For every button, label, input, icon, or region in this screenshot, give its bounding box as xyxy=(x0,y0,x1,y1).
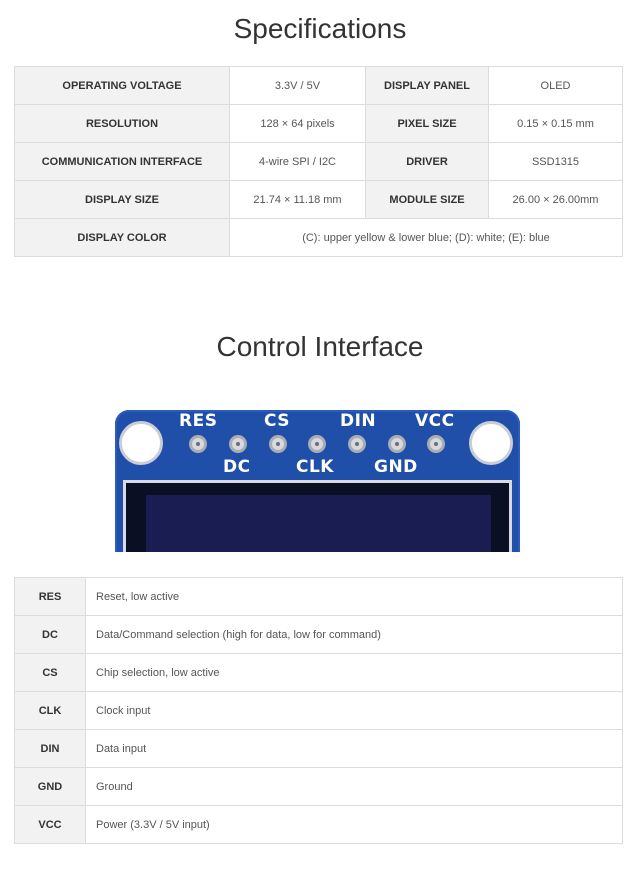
silk-label-cs: CS xyxy=(264,411,291,431)
pin-name: DIN xyxy=(15,730,86,768)
pin-pad-gnd xyxy=(388,435,406,453)
spec-value: 3.3V / 5V xyxy=(230,67,366,105)
pin-pad-clk xyxy=(308,435,326,453)
spec-row xyxy=(15,105,623,143)
pin-row xyxy=(15,616,623,654)
spec-value: 26.00 × 26.00mm xyxy=(489,181,623,219)
oled-screen xyxy=(146,495,491,552)
pin-pad-dc xyxy=(229,435,247,453)
pin-row xyxy=(15,578,623,616)
spec-key: MODULE SIZE xyxy=(366,181,489,219)
spec-row xyxy=(15,219,623,257)
pin-name: CLK xyxy=(15,692,86,730)
pin-pad-din xyxy=(348,435,366,453)
pin-name: GND xyxy=(15,768,86,806)
spec-row xyxy=(15,143,623,181)
pin-description: Power (3.3V / 5V input) xyxy=(86,806,623,844)
oled-module-image xyxy=(115,410,520,552)
pin-pad-vcc xyxy=(427,435,445,453)
spec-value: 0.15 × 0.15 mm xyxy=(489,105,623,143)
pin-description: Reset, low active xyxy=(86,578,623,616)
oled-screen-frame xyxy=(123,480,512,552)
spec-key: DISPLAY COLOR xyxy=(15,219,230,257)
spec-value: 128 × 64 pixels xyxy=(230,105,366,143)
spec-row xyxy=(15,67,623,105)
silk-label-gnd: GND xyxy=(374,457,418,477)
specifications-table xyxy=(14,66,623,257)
spec-key: DRIVER xyxy=(366,143,489,181)
spec-key: COMMUNICATION INTERFACE xyxy=(15,143,230,181)
mounting-hole-left xyxy=(119,421,163,465)
pin-description: Data/Command selection (high for data, low for command) xyxy=(86,616,623,654)
pin-name: RES xyxy=(15,578,86,616)
pin-row xyxy=(15,768,623,806)
pin-description: Data input xyxy=(86,730,623,768)
control-interface-heading: Control Interface xyxy=(216,331,424,362)
pin-name: CS xyxy=(15,654,86,692)
specifications-heading: Specifications xyxy=(233,13,407,44)
pin-description: Ground xyxy=(86,768,623,806)
pin-description: Chip selection, low active xyxy=(86,654,623,692)
pin-pad-cs xyxy=(269,435,287,453)
spec-value: (C): upper yellow & lower blue; (D): white; (E): blue xyxy=(230,219,623,257)
silk-label-vcc: VCC xyxy=(415,411,455,431)
pin-name: DC xyxy=(15,616,86,654)
silk-label-dc: DC xyxy=(223,457,251,477)
pin-row xyxy=(15,654,623,692)
mounting-hole-right xyxy=(469,421,513,465)
pin-description: Clock input xyxy=(86,692,623,730)
spec-key: DISPLAY SIZE xyxy=(15,181,230,219)
silk-label-clk: CLK xyxy=(296,457,334,477)
pin-name: VCC xyxy=(15,806,86,844)
spec-value: 4-wire SPI / I2C xyxy=(230,143,366,181)
spec-key: DISPLAY PANEL xyxy=(366,67,489,105)
pin-row xyxy=(15,730,623,768)
pin-pad-res xyxy=(189,435,207,453)
spec-value: OLED xyxy=(489,67,623,105)
pin-row xyxy=(15,692,623,730)
spec-value: 21.74 × 11.18 mm xyxy=(230,181,366,219)
spec-key: PIXEL SIZE xyxy=(366,105,489,143)
spec-value: SSD1315 xyxy=(489,143,623,181)
spec-key: RESOLUTION xyxy=(15,105,230,143)
spec-key: OPERATING VOLTAGE xyxy=(15,67,230,105)
silk-label-res: RES xyxy=(179,411,218,431)
pin-row xyxy=(15,806,623,844)
silk-label-din: DIN xyxy=(340,411,377,431)
spec-row xyxy=(15,181,623,219)
pin-description-table xyxy=(14,577,623,844)
